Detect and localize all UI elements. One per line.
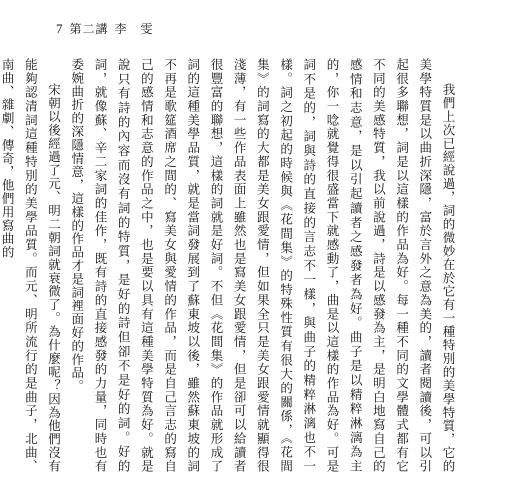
lecture-title: 第二講 bbox=[69, 22, 109, 36]
paragraph-1: 我們上次已經說過，詞的微妙在於它有一種特別的美學特質，它的美學特質是以曲折深隱，富於言外之意為美的，讀者閱讀後，可以引起很多聯想，詞是以這樣的作品為好。每一種不同的文學體式都有它不同的美感特質，我以前說過，詩是以感發為主，是明白地寫自己的感情和志意，是以引起讀者之感發者為好。曲子是以精粹淋漓為主的，你一唸就覺得很盛當下就感動了，曲是以這樣的作品為好。可是詞不是的，詞與詩的直接的言志不一樣，與曲子的精粹淋漓也不一樣。詞之初起的時候與《花間集》的特殊性質有很大的關係，《花間集》的詞寫的大都是美女跟愛情，但如果全只是美女跟愛情就顯得很淺薄，有一些作品表面上雖然也是寫美女跟愛情，但是卻可以給讀者很豐富的聯想，這樣的詞就是好詞。不但《花間集》的作品就形成了詞的這種美學品質，就是當詞發展到了蘇東坡以後，雖然蘇東坡的詞不再是歌筵酒席之間的、寫美女與愛情的作品，而是自己言志的寫自己的感情和志意的作品之中，也是要以具有這種美學特質為好。就是說只有詩的內容而沒有詞的特質，是好的詩但卻不是好的詞。好的詞，就像蘇、辛二家詞的佳作，既有詩的直接感發的力量，同時也有委婉曲折的深隱情意，這樣的作品才是詞裡面好的作品。 bbox=[69, 58, 456, 473]
page-header bbox=[56, 20, 154, 37]
author-name: 李 雯 bbox=[114, 22, 154, 36]
paragraph-2: 宋朝以後經過了元、明二朝詞就衰微了。為什麼呢？因為他們沒有能夠認清詞這種特別的美學品質。而元、明所流行的是曲子，北曲、南曲、雜劇、傳奇，他們用寫曲的 bbox=[0, 58, 62, 473]
body-text bbox=[0, 58, 460, 473]
page-number: 7 bbox=[56, 21, 64, 36]
